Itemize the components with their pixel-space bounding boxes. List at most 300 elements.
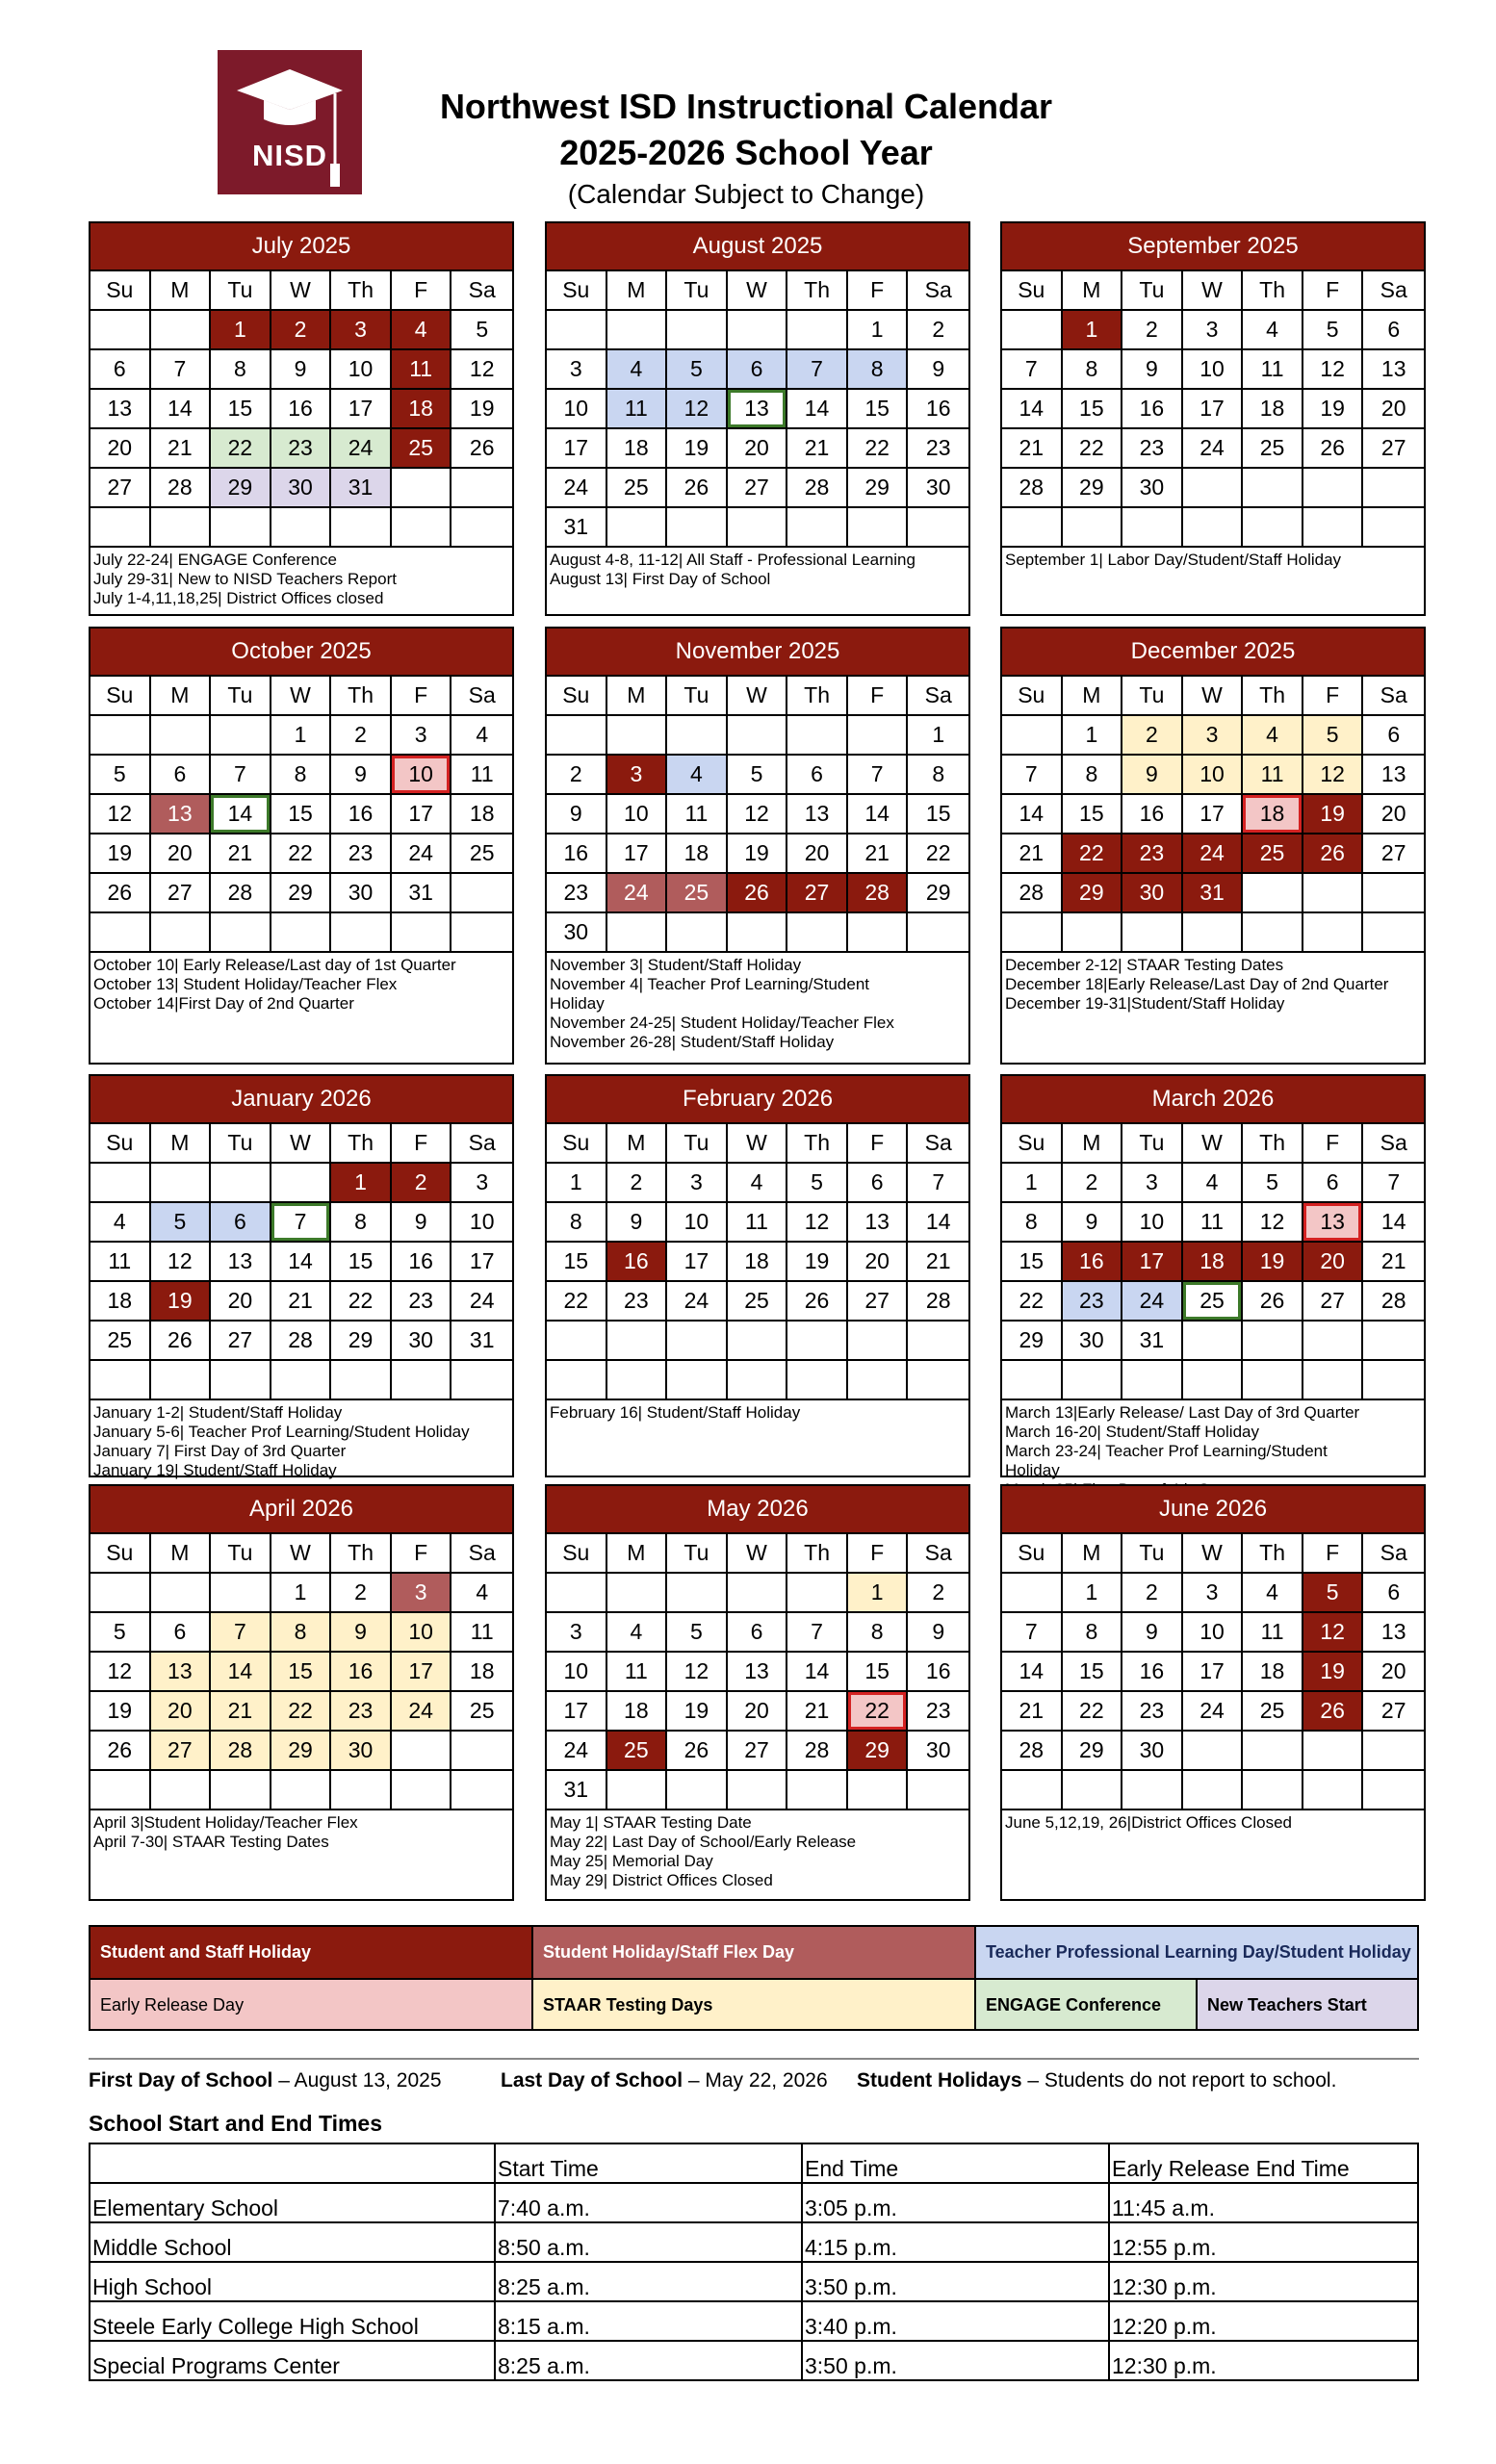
empty-cell (90, 508, 151, 548)
day-cell: 2 (1122, 1574, 1183, 1613)
weekday-header: Th (331, 271, 392, 311)
note-line: November 26-28| Student/Staff Holiday (550, 1033, 835, 1051)
day-cell: 29 (211, 469, 271, 508)
day-cell: 12 (1303, 1613, 1364, 1653)
day-cell: 13 (1303, 1203, 1364, 1243)
empty-cell (848, 716, 909, 756)
day-cell: 6 (1303, 1164, 1364, 1203)
empty-cell (787, 311, 848, 350)
day-cell: 10 (667, 1203, 728, 1243)
day-cell: 24 (392, 1692, 452, 1732)
table-cell: 8:50 a.m. (495, 2222, 802, 2262)
month-january-2026 (89, 1074, 514, 1477)
day-cell: 6 (1363, 716, 1424, 756)
day-cell: 18 (451, 1653, 512, 1692)
empty-cell (1183, 913, 1244, 953)
month-title: August 2025 (547, 223, 968, 271)
month-october-2025 (89, 627, 514, 1065)
day-cell: 28 (1002, 874, 1063, 913)
table-cell: 12:20 p.m. (1109, 2301, 1418, 2341)
day-cell: 25 (1243, 1692, 1303, 1732)
day-cell: 12 (667, 1653, 728, 1692)
note-line: September 1| Labor Day/Student/Staff Holiday (1005, 551, 1342, 569)
day-cell: 5 (1303, 716, 1364, 756)
day-cell: 3 (1122, 1164, 1183, 1203)
day-cell: 19 (1303, 390, 1364, 429)
day-cell: 16 (392, 1243, 452, 1282)
day-cell: 27 (1363, 429, 1424, 469)
day-cell: 16 (1122, 795, 1183, 834)
day-cell: 14 (848, 795, 909, 834)
day-cell: 31 (1183, 874, 1244, 913)
note-line: October 10| Early Release/Last day of 1st Quarter (93, 956, 456, 974)
day-cell: 10 (392, 1613, 452, 1653)
month-august-2025 (545, 221, 970, 616)
empty-cell (848, 1361, 909, 1400)
weekday-header: Sa (451, 1534, 512, 1574)
day-cell: 2 (271, 311, 332, 350)
table-cell: Elementary School (90, 2183, 495, 2222)
empty-cell (151, 508, 212, 548)
month-july-2025 (89, 221, 514, 616)
student-holidays-summary (857, 2069, 1336, 2092)
day-cell: 18 (1243, 390, 1303, 429)
empty-cell (787, 1361, 848, 1400)
weekday-header: W (271, 1534, 332, 1574)
divider-line (89, 2058, 1419, 2060)
month-notes (90, 1400, 512, 1480)
day-cell: 3 (547, 1613, 607, 1653)
day-cell: 29 (1063, 874, 1123, 913)
day-cell: 24 (1183, 834, 1244, 874)
empty-cell (728, 1771, 788, 1810)
legend (89, 1925, 1419, 2031)
day-cell: 8 (1063, 350, 1123, 390)
day-cell: 22 (331, 1282, 392, 1322)
last-day-value: – May 22, 2026 (687, 2069, 828, 2092)
note-line: February 16| Student/Staff Holiday (550, 1403, 801, 1422)
empty-cell (392, 1771, 452, 1810)
day-cell: 31 (547, 508, 607, 548)
day-cell: 7 (1002, 350, 1063, 390)
weekday-header: Tu (211, 1534, 271, 1574)
day-cell: 21 (151, 429, 212, 469)
day-cell: 24 (1183, 1692, 1244, 1732)
table-header-row (90, 2143, 1418, 2183)
empty-cell (1303, 508, 1364, 548)
day-cell: 27 (728, 1732, 788, 1771)
month-november-2025 (545, 627, 970, 1065)
weekday-header: Tu (667, 677, 728, 716)
empty-cell (728, 913, 788, 953)
weekday-header: W (1183, 677, 1244, 716)
day-cell: 21 (211, 1692, 271, 1732)
weekday-header: Sa (1363, 1124, 1424, 1164)
day-cell: 21 (1002, 429, 1063, 469)
day-cell: 26 (451, 429, 512, 469)
day-cell: 12 (90, 795, 151, 834)
table-row (90, 2301, 1418, 2341)
month-grid (90, 1124, 512, 1400)
day-cell: 28 (787, 469, 848, 508)
legend-teacher-prof-learning: Teacher Professional Learning Day/Student Holiday (976, 1927, 1417, 1978)
month-notes (1002, 548, 1424, 570)
empty-cell (90, 1164, 151, 1203)
day-cell: 12 (1303, 350, 1364, 390)
day-cell: 29 (908, 874, 968, 913)
day-cell: 23 (271, 429, 332, 469)
day-cell: 27 (151, 1732, 212, 1771)
day-cell: 7 (211, 1613, 271, 1653)
day-cell: 7 (787, 1613, 848, 1653)
empty-cell (451, 469, 512, 508)
day-cell: 14 (1002, 795, 1063, 834)
day-cell: 12 (451, 350, 512, 390)
day-cell: 20 (211, 1282, 271, 1322)
day-cell: 1 (1063, 1574, 1123, 1613)
day-cell: 26 (90, 1732, 151, 1771)
empty-cell (1183, 469, 1244, 508)
empty-cell (1303, 874, 1364, 913)
day-cell: 4 (1183, 1164, 1244, 1203)
table-cell: 12:30 p.m. (1109, 2341, 1418, 2380)
day-cell: 27 (787, 874, 848, 913)
day-cell: 11 (728, 1203, 788, 1243)
empty-cell (848, 1322, 909, 1361)
empty-cell (908, 1771, 968, 1810)
empty-cell (1243, 913, 1303, 953)
weekday-header: Th (787, 1534, 848, 1574)
day-cell: 8 (211, 350, 271, 390)
weekday-header: Su (547, 271, 607, 311)
note-line: Holiday (550, 994, 605, 1013)
empty-cell (728, 1322, 788, 1361)
day-cell: 14 (787, 1653, 848, 1692)
empty-cell (90, 913, 151, 953)
day-cell: 4 (1243, 1574, 1303, 1613)
note-line: May 22| Last Day of School/Early Release (550, 1833, 857, 1851)
empty-cell (848, 913, 909, 953)
empty-cell (667, 311, 728, 350)
day-cell: 12 (667, 390, 728, 429)
day-cell: 21 (908, 1243, 968, 1282)
day-cell: 13 (90, 390, 151, 429)
empty-cell (1363, 913, 1424, 953)
weekday-header: Tu (667, 1124, 728, 1164)
day-cell: 9 (1122, 756, 1183, 795)
day-cell: 15 (547, 1243, 607, 1282)
empty-cell (1363, 508, 1424, 548)
day-cell: 30 (547, 913, 607, 953)
weekday-header: M (1063, 271, 1123, 311)
weekday-header: W (271, 271, 332, 311)
day-cell: 5 (90, 1613, 151, 1653)
day-cell: 19 (151, 1282, 212, 1322)
month-title: April 2026 (90, 1486, 512, 1534)
day-cell: 5 (787, 1164, 848, 1203)
weekday-header: F (848, 1124, 909, 1164)
empty-cell (1363, 1732, 1424, 1771)
empty-cell (667, 1771, 728, 1810)
month-title: October 2025 (90, 629, 512, 677)
day-cell: 23 (1122, 834, 1183, 874)
day-cell: 19 (667, 429, 728, 469)
day-cell: 23 (547, 874, 607, 913)
day-cell: 31 (1122, 1322, 1183, 1361)
day-cell: 9 (271, 350, 332, 390)
empty-cell (451, 874, 512, 913)
weekday-header: F (392, 1534, 452, 1574)
day-cell: 20 (728, 1692, 788, 1732)
table-cell: Middle School (90, 2222, 495, 2262)
day-cell: 26 (728, 874, 788, 913)
weekday-header: F (392, 677, 452, 716)
empty-cell (908, 1322, 968, 1361)
day-cell: 27 (211, 1322, 271, 1361)
day-cell: 13 (211, 1243, 271, 1282)
day-cell: 3 (547, 350, 607, 390)
weekday-header: Tu (1122, 677, 1183, 716)
day-cell: 2 (1122, 716, 1183, 756)
day-cell: 22 (848, 429, 909, 469)
empty-cell (1363, 1322, 1424, 1361)
day-cell: 4 (451, 716, 512, 756)
empty-cell (151, 1164, 212, 1203)
month-title: November 2025 (547, 629, 968, 677)
day-cell: 15 (848, 1653, 909, 1692)
day-cell: 29 (1002, 1322, 1063, 1361)
empty-cell (787, 508, 848, 548)
empty-cell (607, 1574, 668, 1613)
day-cell: 9 (331, 1613, 392, 1653)
day-cell: 17 (607, 834, 668, 874)
day-cell: 4 (1243, 716, 1303, 756)
empty-cell (151, 716, 212, 756)
day-cell: 25 (1243, 429, 1303, 469)
day-cell: 7 (211, 756, 271, 795)
day-cell: 12 (728, 795, 788, 834)
empty-cell (151, 1574, 212, 1613)
day-cell: 6 (151, 1613, 212, 1653)
day-cell: 4 (667, 756, 728, 795)
note-line: November 24-25| Student Holiday/Teacher Flex (550, 1014, 894, 1032)
day-cell: 19 (451, 390, 512, 429)
day-cell: 17 (1183, 1653, 1244, 1692)
day-cell: 25 (392, 429, 452, 469)
day-cell: 7 (1002, 756, 1063, 795)
weekday-header: Th (331, 1124, 392, 1164)
empty-cell (451, 1361, 512, 1400)
day-cell: 11 (1243, 350, 1303, 390)
empty-cell (1063, 1771, 1123, 1810)
weekday-header: Tu (667, 271, 728, 311)
day-cell: 25 (1243, 834, 1303, 874)
day-cell: 16 (1122, 390, 1183, 429)
school-times-table (89, 2143, 1419, 2381)
weekday-header: M (1063, 1534, 1123, 1574)
day-cell: 24 (1183, 429, 1244, 469)
day-cell: 29 (1063, 1732, 1123, 1771)
day-cell: 17 (667, 1243, 728, 1282)
day-cell: 19 (1303, 1653, 1364, 1692)
empty-cell (331, 1361, 392, 1400)
weekday-header: F (1303, 677, 1364, 716)
day-cell: 26 (1303, 429, 1364, 469)
day-cell: 14 (1002, 390, 1063, 429)
day-cell: 16 (908, 390, 968, 429)
empty-cell (1303, 1361, 1364, 1400)
empty-cell (667, 1574, 728, 1613)
day-cell: 1 (1063, 716, 1123, 756)
day-cell: 26 (1303, 834, 1364, 874)
day-cell: 11 (607, 390, 668, 429)
weekday-header: W (728, 677, 788, 716)
empty-cell (1122, 913, 1183, 953)
empty-cell (1063, 508, 1123, 548)
weekday-header: W (728, 1534, 788, 1574)
day-cell: 2 (1063, 1164, 1123, 1203)
day-cell: 29 (271, 1732, 332, 1771)
day-cell: 1 (271, 716, 332, 756)
month-march-2026 (1000, 1074, 1426, 1477)
day-cell: 22 (848, 1692, 909, 1732)
month-notes (1002, 953, 1424, 1014)
empty-cell (547, 716, 607, 756)
empty-cell (908, 913, 968, 953)
empty-cell (451, 508, 512, 548)
day-cell: 28 (1002, 1732, 1063, 1771)
times-section-title: School Start and End Times (89, 2111, 383, 2136)
day-cell: 28 (908, 1282, 968, 1322)
first-day-value: – August 13, 2025 (278, 2069, 442, 2092)
note-line: April 3|Student Holiday/Teacher Flex (93, 1813, 358, 1832)
day-cell: 1 (331, 1164, 392, 1203)
day-cell: 14 (787, 390, 848, 429)
day-cell: 27 (1363, 834, 1424, 874)
day-cell: 6 (787, 756, 848, 795)
day-cell: 19 (90, 1692, 151, 1732)
empty-cell (787, 913, 848, 953)
day-cell: 13 (151, 1653, 212, 1692)
day-cell: 1 (1002, 1164, 1063, 1203)
empty-cell (607, 1771, 668, 1810)
day-cell: 26 (1243, 1282, 1303, 1322)
day-cell: 9 (1122, 1613, 1183, 1653)
weekday-header: Su (547, 1534, 607, 1574)
day-cell: 26 (787, 1282, 848, 1322)
day-cell: 4 (728, 1164, 788, 1203)
day-cell: 21 (787, 1692, 848, 1732)
day-cell: 10 (392, 756, 452, 795)
day-cell: 18 (607, 1692, 668, 1732)
empty-cell (211, 1164, 271, 1203)
column-header: Early Release End Time (1109, 2143, 1418, 2183)
day-cell: 3 (451, 1164, 512, 1203)
empty-cell (728, 1574, 788, 1613)
empty-cell (787, 1574, 848, 1613)
day-cell: 15 (908, 795, 968, 834)
empty-cell (211, 1574, 271, 1613)
weekday-header: W (271, 1124, 332, 1164)
day-cell: 5 (1303, 1574, 1364, 1613)
table-cell: 3:05 p.m. (802, 2183, 1109, 2222)
day-cell: 17 (1183, 795, 1244, 834)
day-cell: 5 (451, 311, 512, 350)
day-cell: 30 (1122, 874, 1183, 913)
empty-cell (787, 1322, 848, 1361)
day-cell: 6 (1363, 311, 1424, 350)
empty-cell (271, 913, 332, 953)
day-cell: 10 (607, 795, 668, 834)
day-cell: 6 (211, 1203, 271, 1243)
note-line: November 4| Teacher Prof Learning/Student (550, 975, 870, 993)
empty-cell (1002, 311, 1063, 350)
day-cell: 9 (1063, 1203, 1123, 1243)
empty-cell (848, 1771, 909, 1810)
day-cell: 12 (787, 1203, 848, 1243)
day-cell: 8 (908, 756, 968, 795)
weekday-header: W (1183, 271, 1244, 311)
day-cell: 29 (331, 1322, 392, 1361)
weekday-header: Sa (1363, 677, 1424, 716)
day-cell: 7 (908, 1164, 968, 1203)
day-cell: 8 (1002, 1203, 1063, 1243)
day-cell: 25 (1183, 1282, 1244, 1322)
day-cell: 11 (451, 756, 512, 795)
empty-cell (271, 1771, 332, 1810)
weekday-header: M (151, 677, 212, 716)
day-cell: 11 (607, 1653, 668, 1692)
day-cell: 29 (1063, 469, 1123, 508)
day-cell: 21 (1002, 834, 1063, 874)
weekday-header: Sa (1363, 1534, 1424, 1574)
empty-cell (90, 1771, 151, 1810)
empty-cell (728, 508, 788, 548)
weekday-header: Th (331, 1534, 392, 1574)
day-cell: 12 (90, 1653, 151, 1692)
day-cell: 15 (211, 390, 271, 429)
weekday-header: W (271, 677, 332, 716)
month-may-2026 (545, 1484, 970, 1901)
day-cell: 10 (331, 350, 392, 390)
month-notes (547, 1400, 968, 1423)
note-line: April 7-30| STAAR Testing Dates (93, 1833, 329, 1851)
last-day-label: Last Day of School (501, 2069, 684, 2092)
weekday-header: Tu (211, 1124, 271, 1164)
day-cell: 23 (331, 1692, 392, 1732)
day-cell: 28 (211, 874, 271, 913)
day-cell: 19 (1303, 795, 1364, 834)
day-cell: 3 (1183, 1574, 1244, 1613)
empty-cell (1243, 508, 1303, 548)
day-cell: 19 (787, 1243, 848, 1282)
month-grid (1002, 1534, 1424, 1810)
weekday-header: Th (1243, 1124, 1303, 1164)
day-cell: 8 (271, 1613, 332, 1653)
note-line: May 29| District Offices Closed (550, 1871, 773, 1889)
day-cell: 11 (392, 350, 452, 390)
day-cell: 24 (1122, 1282, 1183, 1322)
day-cell: 8 (1063, 1613, 1123, 1653)
weekday-header: Su (1002, 1124, 1063, 1164)
month-notes (90, 953, 512, 1014)
weekday-header: M (1063, 677, 1123, 716)
day-cell: 21 (1002, 1692, 1063, 1732)
empty-cell (1183, 1361, 1244, 1400)
day-cell: 5 (667, 350, 728, 390)
day-cell: 21 (787, 429, 848, 469)
empty-cell (908, 1361, 968, 1400)
